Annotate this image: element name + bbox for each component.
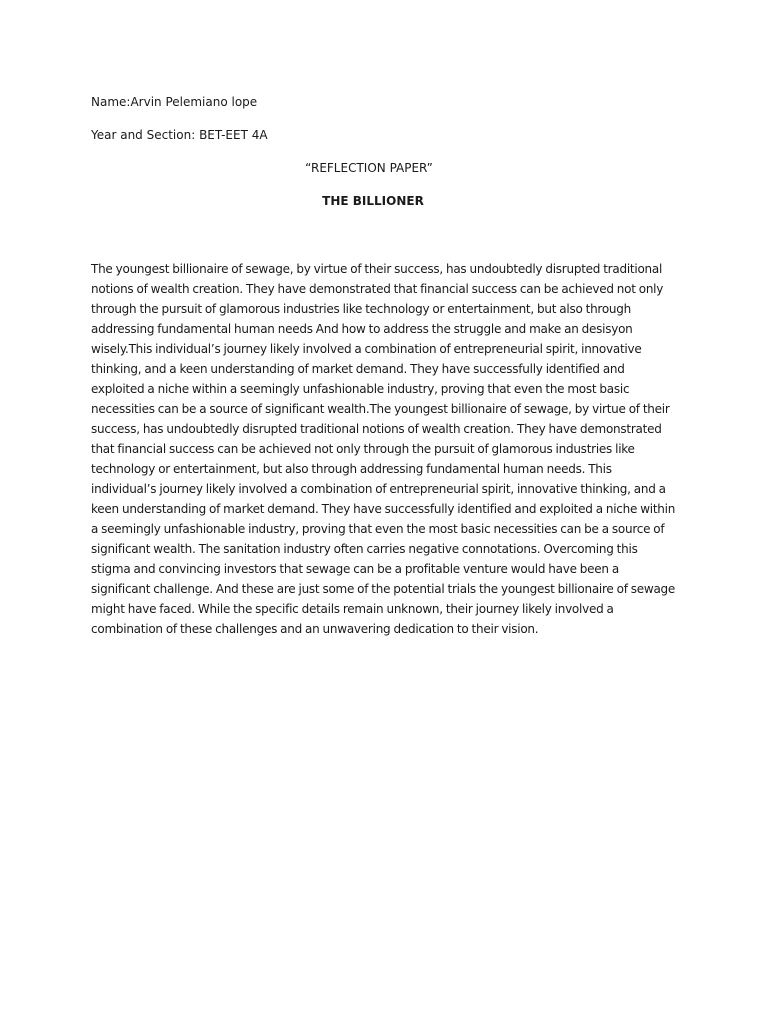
document-type-heading: “REFLECTION PAPER” bbox=[305, 161, 433, 175]
name-value: Arvin Pelemiano lope bbox=[130, 95, 258, 109]
body-paragraph: The youngest billionaire of sewage, by virtue of their success, has undoubtedly disrupted traditional notions of wealth creation. They have demonstrated that financial success can be achieved not only through the pursuit of glamorous industries like technology or entertainment, but also through addressing fundamental human needs And how to address the struggle and make an desisyon wisely.This individual’s journey likely involved a combination of entrepreneurial spirit, innovative thinking, and a keen understanding of market demand. They have successfully identified and exploited a niche within a seemingly unfashionable industry, proving that even the most basic necessities can be a source of significant wealth.The youngest billionaire of sewage, by virtue of their success, has undoubtedly disrupted traditional notions of wealth creation. They have demonstrated that financial success can be achieved not only through the pursuit of glamorous industries like technology or entertainment, but also through addressing fundamental human needs. This individual’s journey likely involved a combination of entrepreneurial spirit, innovative thinking, and a keen understanding of market demand. They have successfully identified and exploited a niche within a seemingly unfashionable industry, proving that even the most basic necessities can be a source of significant wealth. The sanitation industry often carries negative connotations. Overcoming this stigma and convincing investors that sewage can be a profitable venture would have been a significant challenge. And these are just some of the potential trials the youngest billionaire of sewage might have faced. While the specific details remain unknown, their journey likely involved a combination of these challenges and an unwavering dedication to their vision. bbox=[91, 262, 676, 636]
name-label: Name: bbox=[91, 95, 131, 109]
document-title: THE BILLIONER bbox=[322, 194, 424, 208]
name-line bbox=[91, 94, 257, 110]
year-section-value: BET-EET 4A bbox=[199, 128, 268, 142]
year-section-line bbox=[91, 127, 268, 143]
year-section-label: Year and Section: bbox=[91, 128, 200, 142]
